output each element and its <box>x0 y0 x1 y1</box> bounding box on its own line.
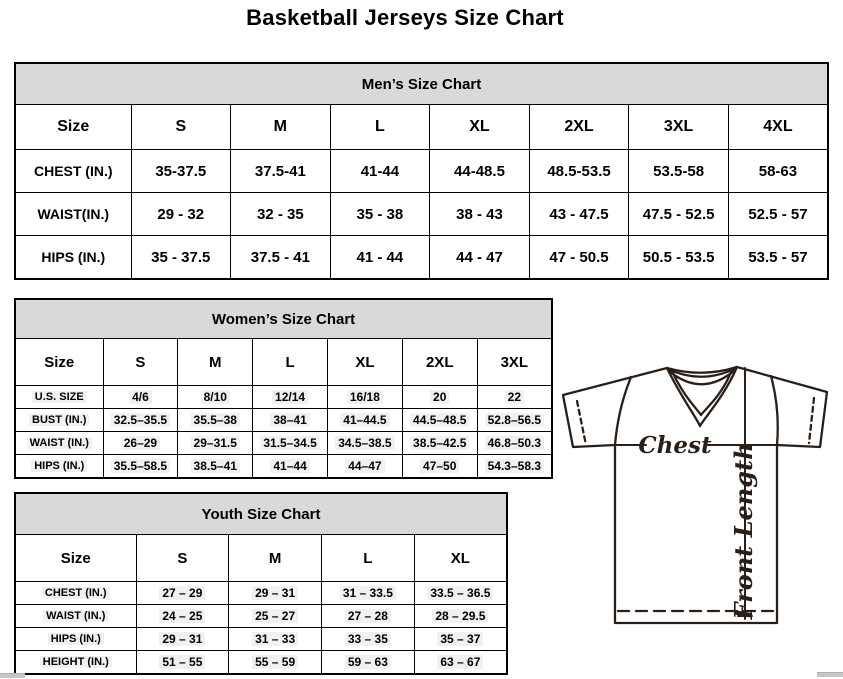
womens-data-cell-text: 54.3–58.3 <box>485 459 544 473</box>
womens-data-cell-text: 16/18 <box>347 390 383 404</box>
mens-data-cell: 38 - 43 <box>430 193 530 236</box>
jersey-measurement-diagram <box>557 357 841 627</box>
womens-data-cell <box>103 409 178 432</box>
youth-data-cell-text: 28 – 29.5 <box>432 609 488 623</box>
womens-data-cell <box>477 432 552 455</box>
womens-data-cell-text: 35.5–58.5 <box>111 459 170 473</box>
mens-table-title: Men’s Size Chart <box>15 63 828 105</box>
jersey-outline-drawing <box>557 357 841 627</box>
mens-data-cell: 43 - 47.5 <box>529 193 629 236</box>
youth-data-cell-text: 25 – 27 <box>252 609 298 623</box>
youth-table-row <box>15 605 507 628</box>
womens-data-cell-text: 26–29 <box>121 436 160 450</box>
womens-data-cell-text: 38.5–42.5 <box>410 436 469 450</box>
youth-data-cell <box>229 651 322 675</box>
mens-data-cell: 29 - 32 <box>131 193 231 236</box>
youth-data-cell-text: 33 – 35 <box>345 632 391 646</box>
mens-data-cell: 35-37.5 <box>131 150 231 193</box>
mens-column-header-m: M <box>231 105 331 150</box>
mens-size-table <box>14 62 829 280</box>
youth-data-cell-text: 29 – 31 <box>252 586 298 600</box>
youth-column-header-s: S <box>136 535 229 582</box>
womens-data-cell-text: 35.5–38 <box>191 413 240 427</box>
womens-data-cell <box>178 386 253 409</box>
mens-data-cell: 41-44 <box>330 150 430 193</box>
mens-data-cell: 37.5-41 <box>231 150 331 193</box>
youth-data-cell <box>414 605 507 628</box>
youth-data-cell-text: 33.5 – 36.5 <box>427 586 493 600</box>
womens-data-cell-text: 34.5–38.5 <box>335 436 394 450</box>
womens-table-row <box>15 409 552 432</box>
right-armhole-seam <box>771 376 778 445</box>
womens-data-cell-text: 47–50 <box>420 459 459 473</box>
page-title: Basketball Jerseys Size Chart <box>246 5 564 30</box>
youth-size-table <box>14 492 508 675</box>
womens-table-title: Women’s Size Chart <box>15 299 552 339</box>
youth-row-label <box>15 628 136 651</box>
womens-data-cell <box>477 386 552 409</box>
youth-row-label <box>15 582 136 605</box>
youth-data-cell-text: 51 – 55 <box>159 655 205 669</box>
youth-table-title: Youth Size Chart <box>15 493 507 535</box>
mens-size-header: Size <box>15 105 131 150</box>
mens-data-cell: 53.5-58 <box>629 150 729 193</box>
youth-column-header-m: M <box>229 535 322 582</box>
womens-data-cell <box>253 386 328 409</box>
youth-data-cell <box>322 582 415 605</box>
mens-row-label: WAIST(IN.) <box>15 193 131 236</box>
womens-data-cell-text: 32.5–35.5 <box>111 413 170 427</box>
youth-data-cell-text: 63 – 67 <box>437 655 483 669</box>
mens-column-header-l: L <box>330 105 430 150</box>
horizontal-scrollbar-fragment-right[interactable] <box>817 672 843 677</box>
youth-data-cell <box>322 605 415 628</box>
mens-table-row <box>15 193 828 236</box>
womens-row-label <box>15 409 103 432</box>
womens-data-cell <box>477 409 552 432</box>
womens-data-cell <box>178 432 253 455</box>
womens-size-header: Size <box>15 339 103 386</box>
mens-table-row <box>15 150 828 193</box>
mens-data-cell: 35 - 38 <box>330 193 430 236</box>
womens-data-cell-text: 38–41 <box>270 413 309 427</box>
youth-data-cell <box>414 628 507 651</box>
womens-data-cell <box>253 455 328 479</box>
womens-data-cell <box>402 409 477 432</box>
womens-column-header-l: L <box>253 339 328 386</box>
mens-data-cell: 44 - 47 <box>430 236 530 280</box>
youth-data-cell <box>229 605 322 628</box>
horizontal-scrollbar-fragment-left[interactable] <box>0 673 25 678</box>
womens-data-cell <box>103 432 178 455</box>
front-length-label: Front Length <box>729 442 758 620</box>
mens-row-label: CHEST (IN.) <box>15 150 131 193</box>
womens-row-label-text: HIPS (IN.) <box>31 460 87 472</box>
womens-column-header-3xl: 3XL <box>477 339 552 386</box>
mens-table-row <box>15 236 828 280</box>
mens-column-header-s: S <box>131 105 231 150</box>
womens-data-cell-text: 46.8–50.3 <box>485 436 544 450</box>
youth-column-header-l: L <box>322 535 415 582</box>
womens-row-label-text: U.S. SIZE <box>32 391 87 403</box>
womens-data-cell <box>178 409 253 432</box>
womens-data-cell-text: 4/6 <box>129 390 152 404</box>
womens-data-cell <box>178 455 253 479</box>
youth-row-label-text: HEIGHT (IN.) <box>40 656 112 668</box>
mens-column-header-xl: XL <box>430 105 530 150</box>
womens-data-cell-text: 8/10 <box>201 390 230 404</box>
womens-column-header-m: M <box>178 339 253 386</box>
youth-row-label-text: HIPS (IN.) <box>48 633 104 645</box>
youth-data-cell-text: 59 – 63 <box>345 655 391 669</box>
womens-data-cell-text: 12/14 <box>272 390 308 404</box>
womens-row-label-text: WAIST (IN.) <box>27 437 92 449</box>
youth-data-cell <box>322 651 415 675</box>
womens-data-cell <box>103 455 178 479</box>
youth-data-cell-text: 29 – 31 <box>159 632 205 646</box>
mens-data-cell: 47 - 50.5 <box>529 236 629 280</box>
womens-data-cell-text: 44.5–48.5 <box>410 413 469 427</box>
womens-data-cell <box>402 432 477 455</box>
womens-table-row <box>15 455 552 479</box>
womens-data-cell-text: 52.8–56.5 <box>485 413 544 427</box>
youth-row-label-text: CHEST (IN.) <box>42 587 110 599</box>
youth-data-cell <box>136 628 229 651</box>
womens-data-cell-text: 41–44 <box>270 459 309 473</box>
youth-row-label <box>15 651 136 675</box>
youth-data-cell <box>229 628 322 651</box>
youth-data-cell-text: 55 – 59 <box>252 655 298 669</box>
mens-data-cell: 35 - 37.5 <box>131 236 231 280</box>
right-cuff-stitch <box>809 398 814 443</box>
youth-data-cell <box>136 651 229 675</box>
mens-data-cell: 58-63 <box>728 150 828 193</box>
youth-table-row <box>15 628 507 651</box>
youth-row-label-text: WAIST (IN.) <box>43 610 108 622</box>
womens-data-cell-text: 22 <box>505 390 524 404</box>
womens-row-label-text: BUST (IN.) <box>29 414 89 426</box>
womens-data-cell-text: 38.5–41 <box>191 459 240 473</box>
mens-column-header-3xl: 3XL <box>629 105 729 150</box>
womens-column-header-2xl: 2XL <box>402 339 477 386</box>
youth-table-row <box>15 582 507 605</box>
youth-data-cell-text: 35 – 37 <box>437 632 483 646</box>
womens-data-cell <box>327 409 402 432</box>
womens-row-label <box>15 432 103 455</box>
mens-data-cell: 37.5 - 41 <box>231 236 331 280</box>
youth-data-cell-text: 27 – 29 <box>159 586 205 600</box>
womens-data-cell <box>327 455 402 479</box>
mens-column-header-4xl: 4XL <box>728 105 828 150</box>
youth-data-cell-text: 31 – 33 <box>252 632 298 646</box>
youth-data-cell <box>414 651 507 675</box>
mens-data-cell: 44-48.5 <box>430 150 530 193</box>
youth-data-cell-text: 27 – 28 <box>345 609 391 623</box>
womens-column-header-xl: XL <box>327 339 402 386</box>
mens-data-cell: 32 - 35 <box>231 193 331 236</box>
womens-table-row <box>15 432 552 455</box>
womens-column-header-s: S <box>103 339 178 386</box>
youth-data-cell-text: 31 – 33.5 <box>340 586 396 600</box>
mens-column-header-2xl: 2XL <box>529 105 629 150</box>
mens-data-cell: 47.5 - 52.5 <box>629 193 729 236</box>
youth-table-row <box>15 651 507 675</box>
womens-data-cell <box>402 386 477 409</box>
chest-label: Chest <box>638 432 712 459</box>
womens-data-cell <box>253 409 328 432</box>
mens-data-cell: 53.5 - 57 <box>728 236 828 280</box>
womens-data-cell <box>327 432 402 455</box>
youth-data-cell-text: 24 – 25 <box>159 609 205 623</box>
mens-data-cell: 41 - 44 <box>330 236 430 280</box>
mens-row-label: HIPS (IN.) <box>15 236 131 280</box>
youth-data-cell <box>136 605 229 628</box>
jersey-silhouette <box>563 367 827 623</box>
mens-data-cell: 48.5-53.5 <box>529 150 629 193</box>
womens-data-cell <box>103 386 178 409</box>
womens-data-cell-text: 29–31.5 <box>191 436 240 450</box>
womens-row-label <box>15 455 103 479</box>
youth-data-cell <box>136 582 229 605</box>
womens-data-cell <box>402 455 477 479</box>
youth-row-label <box>15 605 136 628</box>
youth-data-cell <box>229 582 322 605</box>
youth-data-cell <box>414 582 507 605</box>
womens-data-cell-text: 44–47 <box>345 459 384 473</box>
womens-table-row <box>15 386 552 409</box>
womens-data-cell <box>327 386 402 409</box>
womens-data-cell <box>477 455 552 479</box>
womens-data-cell-text: 41–44.5 <box>340 413 389 427</box>
womens-data-cell-text: 20 <box>430 390 449 404</box>
youth-size-header: Size <box>15 535 136 582</box>
youth-column-header-xl: XL <box>414 535 507 582</box>
mens-data-cell: 52.5 - 57 <box>728 193 828 236</box>
womens-data-cell-text: 31.5–34.5 <box>260 436 319 450</box>
left-cuff-stitch <box>577 401 586 445</box>
youth-data-cell <box>322 628 415 651</box>
womens-data-cell <box>253 432 328 455</box>
womens-size-table <box>14 298 553 479</box>
mens-data-cell: 50.5 - 53.5 <box>629 236 729 280</box>
left-armhole-seam <box>615 377 631 445</box>
womens-row-label <box>15 386 103 409</box>
